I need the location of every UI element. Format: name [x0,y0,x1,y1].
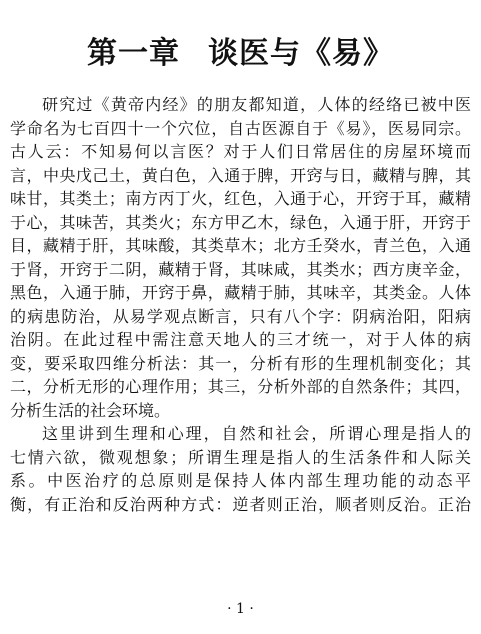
text-line: 变，要采取四维分析法：其一，分析有形的生理机制变化；其 [10,353,471,373]
text-line: 研究过《黄帝内经》的朋友都知道，人体的经络已被中医 [42,95,471,114]
text-line: 古人云：不知易何以言医？对于人们日常居住的房屋环境而 [10,142,471,161]
page-number: · 1 · [227,601,254,617]
text-line: 黑色，入通于肺，开窍于鼻，藏精于肺，其味辛，其类金。人体 [10,283,471,302]
text-line: 治阴。在此过程中需注意天地人的三才统一，对于人体的病 [10,330,471,349]
paragraph-1 [10,93,471,422]
text-line: 衡，有正治和反治两种方式：逆者则正治，顺者则反治。正治 [10,494,471,514]
text-line: 系。中医治疗的总原则是保持人体内部生理功能的动态平 [10,471,471,490]
chapter-number: 第一章 [87,36,180,71]
text-line: 分析生活的社会环境。 [10,400,171,420]
text-line: 的病患防治，从易学观点断言，只有八个字：阴病治阳，阳病 [10,306,471,326]
text-line: 这里讲到生理和心理，自然和社会，所谓心理是指人的 [42,424,471,443]
chapter-heading [0,34,481,74]
text-line: 味甘，其类土；南方丙丁火，红色，入通于心，开窍于耳，藏精 [10,189,471,208]
text-line: 目，藏精于肝，其味酸，其类草木；北方壬癸水，青兰色，入通 [10,236,471,255]
text-line: 七情六欲，微观想象；所谓生理是指人的生活条件和人际关 [10,447,471,467]
text-line: 言，中央戊己土，黄白色，入通于脾，开窍与日，藏精与脾，其 [10,165,471,185]
text-line: 于肾，开窍于二阴，藏精于肾，其味咸，其类水；西方庚辛金， [10,259,471,279]
text-line: 二，分析无形的心理作用；其三，分析外部的自然条件；其四， [10,377,471,396]
paragraph-2 [10,422,471,516]
text-line: 于心，其味苦，其类火；东方甲乙木，绿色，入通于肝，开窍于 [10,212,471,232]
body-text [10,93,471,516]
chapter-title-text: 谈医与《易》 [208,36,394,71]
text-line: 学命名为七百四十一个穴位，自古医源自于《易》，医易同宗。 [10,118,471,138]
